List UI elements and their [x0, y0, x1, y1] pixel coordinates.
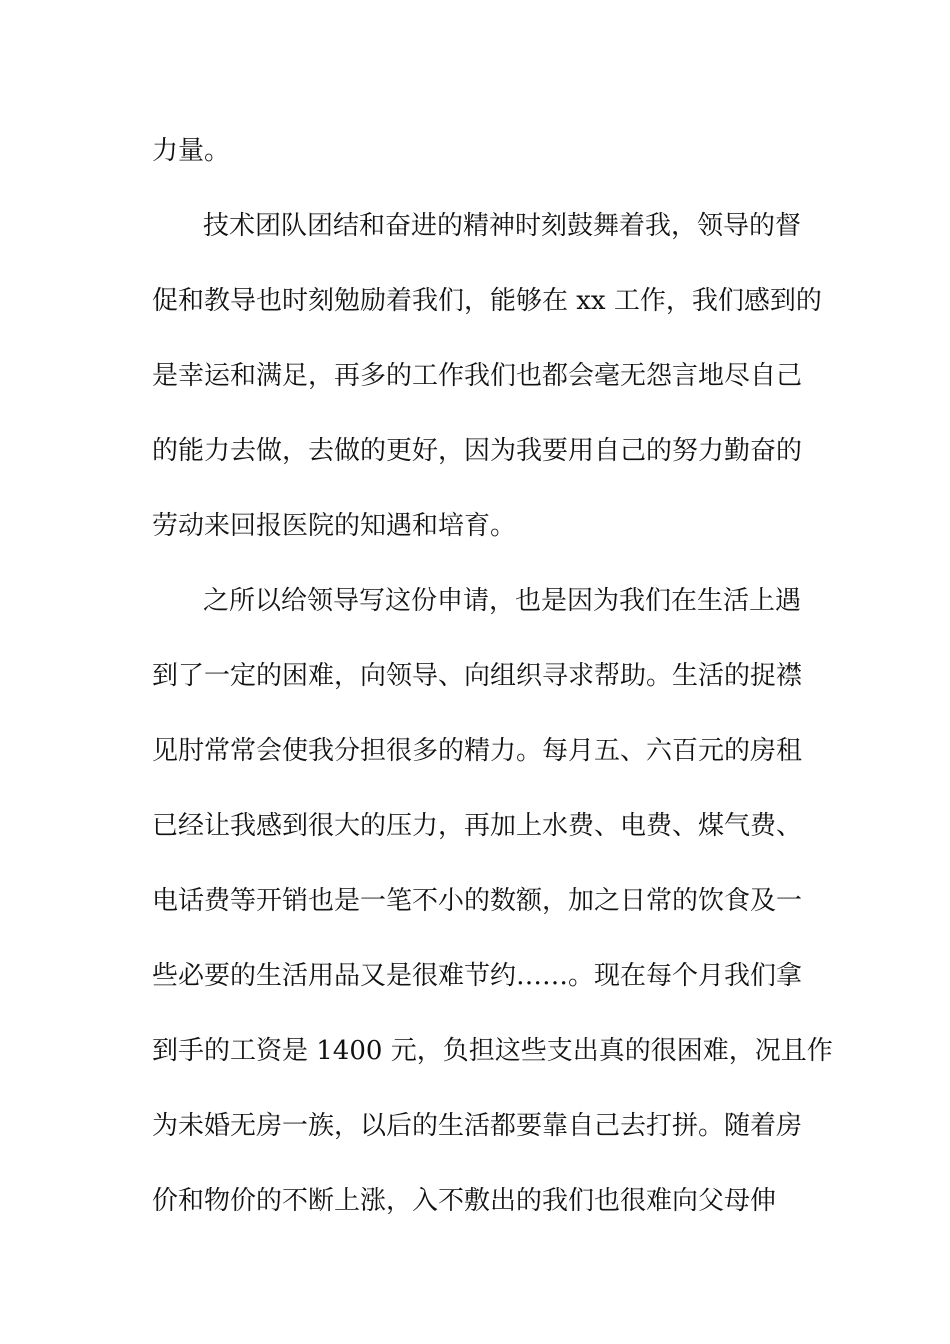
- text-line: 到了一定的困难，向领导、向组织寻求帮助。生活的捉襟: [152, 661, 803, 691]
- paragraph-start-line: 之所以给领导写这份申请，也是因为我们在生活上遇: [203, 586, 802, 616]
- paragraph-start-line: 技术团队团结和奋进的精神时刻鼓舞着我，领导的督: [203, 211, 802, 241]
- text-line: 为未婚无房一族，以后的生活都要靠自己去打拼。随着房: [152, 1111, 803, 1141]
- text-line: 劳动来回报医院的知遇和培育。: [152, 511, 517, 541]
- text-line: 的能力去做，去做的更好，因为我要用自己的努力勤奋的: [152, 436, 803, 466]
- text-line: 价和物价的不断上涨，入不敷出的我们也很难向父母伸: [152, 1186, 777, 1216]
- text-line: 些必要的生活用品又是很难节约……。现在每个月我们拿: [152, 961, 803, 991]
- text-line: 促和教导也时刻勉励着我们，能够在 xx 工作，我们感到的: [152, 286, 822, 316]
- text-line: 力量。: [152, 136, 231, 166]
- text-line: 电话费等开销也是一笔不小的数额，加之日常的饮食及一: [152, 886, 803, 916]
- text-line: 见肘常常会使我分担很多的精力。每月五、六百元的房租: [152, 736, 803, 766]
- text-line: 已经让我感到很大的压力，再加上水费、电费、煤气费、: [152, 811, 803, 841]
- text-line: 到手的工资是 1400 元，负担这些支出真的很困难，况且作: [152, 1036, 833, 1066]
- text-line: 是幸运和满足，再多的工作我们也都会毫无怨言地尽自己: [152, 361, 803, 391]
